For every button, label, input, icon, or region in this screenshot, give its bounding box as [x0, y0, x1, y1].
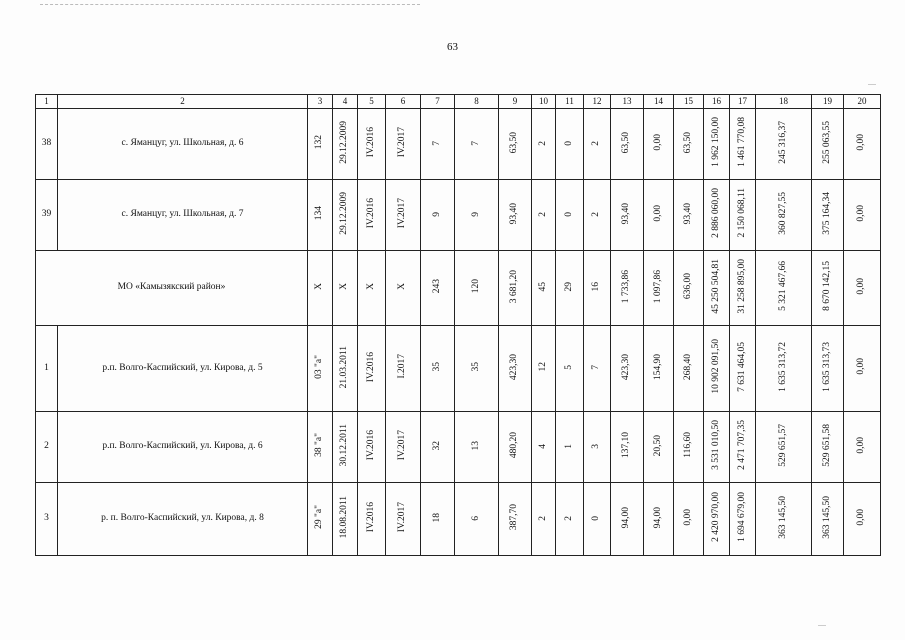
- data-cell: [386, 180, 421, 251]
- data-cell: [730, 412, 756, 483]
- cell-value: 120: [470, 279, 481, 294]
- data-cell: [455, 251, 499, 326]
- data-cell: [386, 251, 421, 326]
- data-cell: [308, 180, 333, 251]
- cell-value: 31 258 895,00: [736, 258, 747, 314]
- data-cell: [556, 109, 584, 180]
- cell-value: 38 "а": [314, 433, 325, 458]
- cell-value: X: [339, 282, 350, 290]
- subtotal-row: [36, 251, 881, 326]
- data-cell: [333, 251, 358, 326]
- column-header: 1: [36, 95, 58, 109]
- column-header: 19: [812, 95, 844, 109]
- row-number: 39: [36, 180, 58, 251]
- cell-value: 9: [470, 211, 481, 217]
- cell-value: 0: [591, 515, 602, 521]
- cell-value: 03 "а": [314, 354, 325, 379]
- municipality-label: МО «Камызякский район»: [36, 251, 308, 326]
- cell-value: 2: [591, 140, 602, 146]
- cell-value: 4: [537, 443, 548, 449]
- column-header: 5: [358, 95, 386, 109]
- cell-value: 94,00: [621, 506, 632, 528]
- data-cell: [812, 483, 844, 556]
- scan-artifact-line: [40, 4, 420, 5]
- cell-value: 0,00: [856, 508, 867, 526]
- cell-value: 63,50: [509, 131, 520, 153]
- cell-value: 2: [537, 515, 548, 521]
- data-cell: [644, 483, 674, 556]
- table-row: [36, 483, 881, 556]
- cell-value: IV.2016: [365, 502, 376, 533]
- data-cell: [730, 251, 756, 326]
- column-header: 20: [844, 95, 881, 109]
- column-header: 6: [386, 95, 421, 109]
- cell-value: 20,50: [652, 434, 663, 456]
- column-header: 14: [644, 95, 674, 109]
- cell-value: 245 316,37: [777, 120, 788, 164]
- cell-value: IV.2017: [397, 502, 408, 533]
- data-cell: [584, 180, 611, 251]
- cell-value: 2 886 060,00: [710, 188, 721, 239]
- cell-value: 132: [314, 135, 325, 150]
- cell-value: 529 651,58: [821, 423, 832, 467]
- data-cell: [674, 180, 704, 251]
- cell-value: 6: [470, 515, 481, 521]
- data-cell: [333, 483, 358, 556]
- address-cell: р. п. Волго-Каспийский, ул. Кирова, д. 8: [58, 483, 308, 556]
- cell-value: IV.2016: [365, 198, 376, 229]
- data-cell: [455, 412, 499, 483]
- cell-value: 30.12.2011: [339, 424, 350, 467]
- cell-value: 2: [537, 140, 548, 146]
- column-header: 17: [730, 95, 756, 109]
- cell-value: X: [397, 282, 408, 290]
- address-cell: с. Яманцуг, ул. Школьная, д. 7: [58, 180, 308, 251]
- data-cell: [674, 109, 704, 180]
- page-number: 63: [447, 41, 458, 53]
- data-cell: [730, 326, 756, 412]
- cell-value: 529 651,57: [777, 423, 788, 467]
- cell-value: 480,20: [509, 432, 520, 459]
- data-cell: [333, 109, 358, 180]
- data-cell: [812, 412, 844, 483]
- data-cell: [386, 412, 421, 483]
- cell-value: 0: [563, 211, 574, 217]
- cell-value: 0,00: [856, 204, 867, 222]
- row-number: 3: [36, 483, 58, 556]
- data-cell: [674, 326, 704, 412]
- cell-value: 2: [591, 211, 602, 217]
- data-cell: [704, 251, 730, 326]
- data-cell: [308, 251, 333, 326]
- cell-value: I.2017: [397, 354, 408, 380]
- data-cell: [584, 326, 611, 412]
- data-cell: [308, 412, 333, 483]
- cell-value: 3 531 010,50: [710, 420, 721, 471]
- data-cell: [584, 412, 611, 483]
- cell-value: 423,30: [509, 353, 520, 380]
- column-header: 2: [58, 95, 308, 109]
- cell-value: 10 902 091,50: [710, 339, 721, 395]
- data-cell: [556, 483, 584, 556]
- cell-value: 18: [431, 512, 442, 522]
- cell-value: 0,00: [652, 204, 663, 222]
- cell-value: 21.03.2011: [339, 345, 350, 388]
- data-cell: [499, 251, 532, 326]
- cell-value: 636,00: [682, 273, 693, 300]
- data-cell: [556, 251, 584, 326]
- cell-value: X: [314, 282, 325, 290]
- cell-value: 35: [431, 362, 442, 372]
- column-header: 11: [556, 95, 584, 109]
- data-cell: [704, 109, 730, 180]
- data-cell: [812, 180, 844, 251]
- cell-value: IV.2016: [365, 127, 376, 158]
- cell-value: 7 631 464,05: [736, 341, 747, 392]
- cell-value: 0: [563, 140, 574, 146]
- cell-value: 29: [563, 281, 574, 291]
- address-cell: с. Яманцуг, ул. Школьная, д. 6: [58, 109, 308, 180]
- data-cell: [812, 326, 844, 412]
- cell-value: 0,00: [856, 436, 867, 454]
- cell-value: 0,00: [856, 358, 867, 376]
- cell-value: 63,50: [621, 131, 632, 153]
- cell-value: IV.2016: [365, 351, 376, 382]
- data-cell: [584, 483, 611, 556]
- column-header: 7: [421, 95, 455, 109]
- cell-value: 3 681,20: [509, 269, 520, 303]
- housing-program-table: [35, 94, 881, 556]
- data-cell: [844, 326, 881, 412]
- cell-value: 2: [563, 515, 574, 521]
- data-cell: [844, 109, 881, 180]
- cell-value: 363 145,50: [777, 495, 788, 539]
- data-cell: [358, 483, 386, 556]
- data-cell: [756, 326, 812, 412]
- cell-value: 63,50: [682, 131, 693, 153]
- address-cell: р.п. Волго-Каспийский, ул. Кирова, д. 5: [58, 326, 308, 412]
- data-cell: [611, 180, 644, 251]
- row-number: 38: [36, 109, 58, 180]
- data-cell: [386, 109, 421, 180]
- data-cell: [532, 109, 556, 180]
- cell-value: 268,40: [682, 353, 693, 380]
- cell-value: 1 733,86: [621, 269, 632, 303]
- data-cell: [421, 412, 455, 483]
- cell-value: 1 097,86: [652, 269, 663, 303]
- cell-value: 0,00: [652, 133, 663, 151]
- cell-value: 3: [591, 443, 602, 449]
- data-cell: [704, 326, 730, 412]
- data-cell: [611, 326, 644, 412]
- cell-value: 2 471 707,35: [736, 420, 747, 471]
- cell-value: IV.2017: [397, 127, 408, 158]
- data-cell: [358, 326, 386, 412]
- data-cell: [756, 109, 812, 180]
- data-cell: [333, 180, 358, 251]
- column-header: 13: [611, 95, 644, 109]
- data-cell: [455, 483, 499, 556]
- cell-value: IV.2016: [365, 430, 376, 461]
- data-cell: [499, 483, 532, 556]
- data-cell: [584, 109, 611, 180]
- cell-value: 360 827,55: [777, 191, 788, 235]
- data-cell: [704, 180, 730, 251]
- data-cell: [499, 412, 532, 483]
- cell-value: 32: [431, 440, 442, 450]
- data-cell: [421, 180, 455, 251]
- cell-value: 29 "а": [314, 505, 325, 530]
- data-cell: [308, 326, 333, 412]
- data-cell: [611, 109, 644, 180]
- data-cell: [556, 412, 584, 483]
- row-number: 1: [36, 326, 58, 412]
- cell-value: 16: [591, 281, 602, 291]
- data-cell: [756, 483, 812, 556]
- data-cell: [844, 483, 881, 556]
- cell-value: 423,30: [621, 353, 632, 380]
- scan-artifact-mark: [868, 84, 876, 85]
- cell-value: 243: [431, 279, 442, 294]
- data-cell: [704, 412, 730, 483]
- cell-value: 9: [431, 211, 442, 217]
- cell-value: 387,70: [509, 504, 520, 531]
- cell-value: 2 150 068,11: [736, 188, 747, 239]
- cell-value: IV.2017: [397, 198, 408, 229]
- cell-value: 1 461 770,08: [736, 117, 747, 168]
- cell-value: 13: [470, 440, 481, 450]
- data-cell: [421, 109, 455, 180]
- data-cell: [756, 412, 812, 483]
- cell-value: 116,60: [682, 432, 693, 459]
- table-row: [36, 180, 881, 251]
- table-row: [36, 109, 881, 180]
- data-cell: [358, 180, 386, 251]
- data-cell: [455, 109, 499, 180]
- data-cell: [611, 251, 644, 326]
- column-header: 10: [532, 95, 556, 109]
- data-cell: [730, 483, 756, 556]
- column-header: 8: [455, 95, 499, 109]
- table-row: [36, 326, 881, 412]
- cell-value: 1 635 313,72: [777, 341, 788, 392]
- cell-value: 375 164,34: [821, 191, 832, 235]
- cell-value: 35: [470, 362, 481, 372]
- cell-value: 137,10: [621, 432, 632, 459]
- data-cell: [358, 412, 386, 483]
- data-cell: [756, 251, 812, 326]
- data-cell: [844, 412, 881, 483]
- data-cell: [308, 483, 333, 556]
- cell-value: 1: [563, 443, 574, 449]
- address-cell: р.п. Волго-Каспийский, ул. Кирова, д. 6: [58, 412, 308, 483]
- data-cell: [812, 109, 844, 180]
- data-cell: [644, 180, 674, 251]
- data-cell: [308, 109, 333, 180]
- column-header: 18: [756, 95, 812, 109]
- data-cell: [386, 326, 421, 412]
- data-cell: [704, 483, 730, 556]
- data-cell: [358, 109, 386, 180]
- cell-value: 0,00: [856, 277, 867, 295]
- column-header: 4: [333, 95, 358, 109]
- cell-value: 7: [591, 365, 602, 370]
- cell-value: 0,00: [856, 133, 867, 151]
- data-cell: [358, 251, 386, 326]
- data-cell: [844, 180, 881, 251]
- column-header: 9: [499, 95, 532, 109]
- data-cell: [532, 251, 556, 326]
- data-cell: [333, 326, 358, 412]
- data-cell: [756, 180, 812, 251]
- column-header: 16: [704, 95, 730, 109]
- cell-value: 2 420 970,00: [710, 492, 721, 543]
- data-cell: [532, 326, 556, 412]
- cell-value: 94,00: [652, 506, 663, 528]
- cell-value: 5 321 467,66: [777, 261, 788, 312]
- data-cell: [499, 326, 532, 412]
- column-header: 15: [674, 95, 704, 109]
- cell-value: 2: [537, 211, 548, 217]
- data-cell: [499, 180, 532, 251]
- column-number-row: [36, 95, 881, 109]
- cell-value: X: [365, 282, 376, 290]
- cell-value: IV.2017: [397, 430, 408, 461]
- cell-value: 1 962 150,00: [710, 117, 721, 168]
- data-cell: [812, 251, 844, 326]
- data-cell: [730, 180, 756, 251]
- cell-value: 45 250 504,81: [710, 258, 721, 314]
- data-cell: [644, 326, 674, 412]
- data-cell: [730, 109, 756, 180]
- cell-value: 1 635 313,73: [821, 341, 832, 392]
- data-cell: [644, 109, 674, 180]
- data-cell: [674, 251, 704, 326]
- data-cell: [844, 251, 881, 326]
- cell-value: 93,40: [621, 202, 632, 224]
- row-number: 2: [36, 412, 58, 483]
- cell-value: 29.12.2009: [339, 120, 350, 164]
- data-cell: [644, 251, 674, 326]
- cell-value: 29.12.2009: [339, 191, 350, 235]
- data-cell: [499, 109, 532, 180]
- data-cell: [556, 180, 584, 251]
- cell-value: 1 694 679,00: [736, 492, 747, 543]
- cell-value: 93,40: [509, 202, 520, 224]
- data-cell: [611, 483, 644, 556]
- column-header: 12: [584, 95, 611, 109]
- cell-value: 12: [537, 362, 548, 372]
- data-cell: [674, 412, 704, 483]
- cell-value: 18.08.2011: [339, 496, 350, 539]
- table-row: [36, 412, 881, 483]
- data-cell: [421, 326, 455, 412]
- cell-value: 0,00: [682, 508, 693, 526]
- cell-value: 7: [470, 140, 481, 146]
- data-cell: [532, 412, 556, 483]
- data-cell: [532, 180, 556, 251]
- cell-value: 93,40: [682, 202, 693, 224]
- data-cell: [455, 180, 499, 251]
- data-cell: [532, 483, 556, 556]
- data-cell: [421, 251, 455, 326]
- cell-value: 154,90: [652, 353, 663, 380]
- data-cell: [556, 326, 584, 412]
- data-cell: [421, 483, 455, 556]
- data-cell: [386, 483, 421, 556]
- data-cell: [455, 326, 499, 412]
- cell-value: 134: [314, 206, 325, 221]
- data-cell: [333, 412, 358, 483]
- cell-value: 45: [537, 281, 548, 291]
- cell-value: 5: [563, 365, 574, 370]
- data-cell: [584, 251, 611, 326]
- data-cell: [611, 412, 644, 483]
- data-cell: [644, 412, 674, 483]
- cell-value: 7: [431, 140, 442, 146]
- cell-value: 363 145,50: [821, 495, 832, 539]
- data-cell: [674, 483, 704, 556]
- cell-value: 8 670 142,15: [821, 261, 832, 312]
- cell-value: 255 063,55: [821, 120, 832, 164]
- column-header: 3: [308, 95, 333, 109]
- scan-artifact-mark: [818, 625, 826, 626]
